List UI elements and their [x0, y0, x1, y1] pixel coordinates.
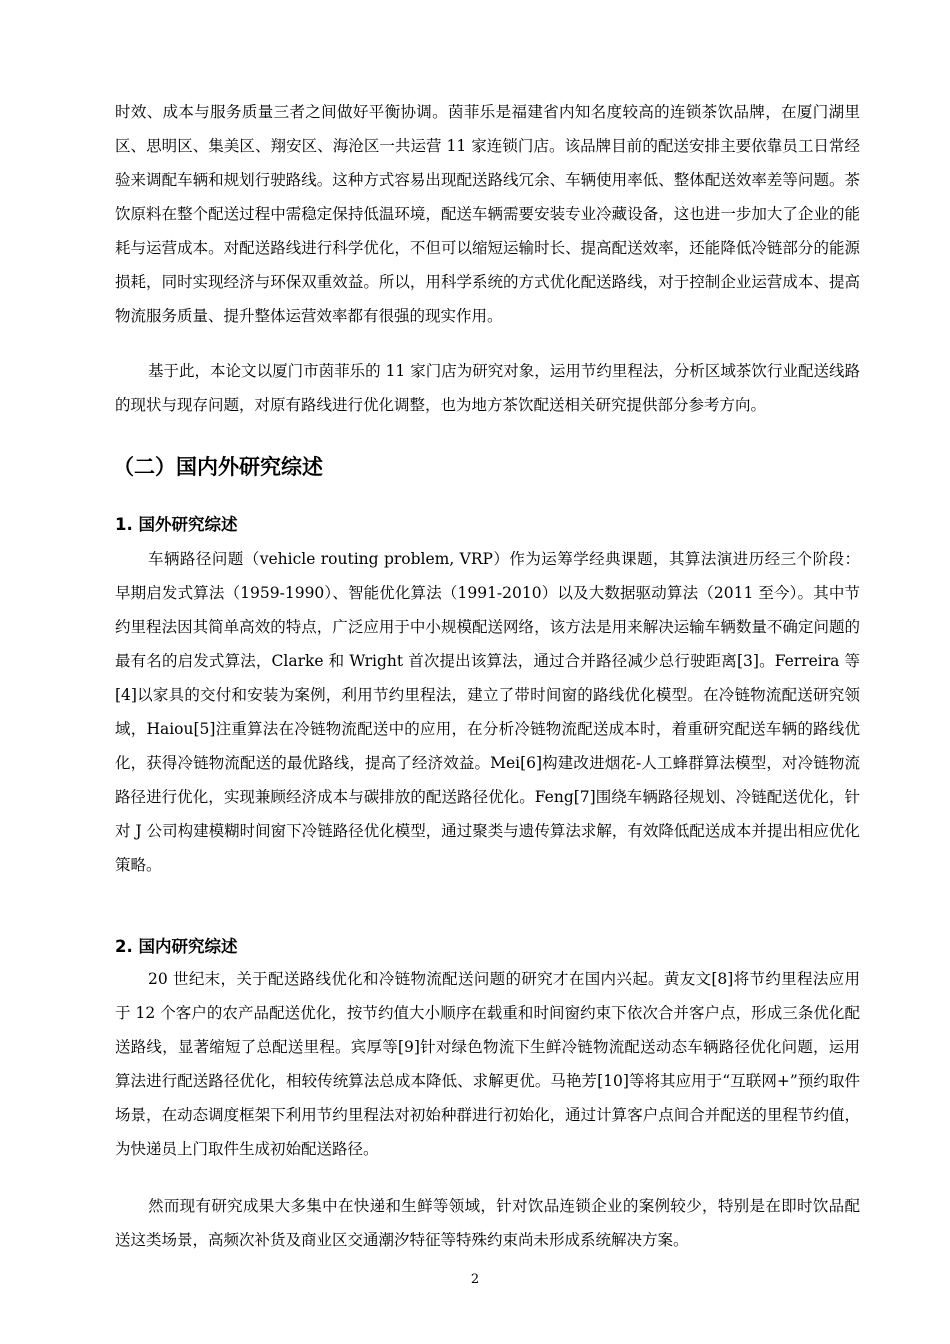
page-number: 2	[470, 1272, 480, 1287]
paragraph-purpose: 基于此，本论文以厦门市茵菲乐的 11 家门店为研究对象，运用节约里程法，分析区域茶饮行业配送线路的现状与现存问题，对原有路线进行优化调整，也为地方茶饮配送相关研究提供部分参考方向。	[115, 362, 860, 414]
paragraph-domestic-review: 20 世纪末，关于配送路线优化和冷链物流配送问题的研究才在国内兴起。黄友文[8]将节约里程法应用于 12 个客户的农产品配送优化，按节约值大小顺序在载重和时间窗约束下依次合并客户点，形成三条优化配送路线，显著缩短了总配送里程。宾厚等[9]针对绿色物流下生鲜冷链物流配送动态车辆路径优化问题，运用算法进行配送路径优化，相较传统算法总成本降低、求解更优。马艳芳[10]等将其应用于“互联网+”预约取件场景，在动态调度框架下利用节约里程法对初始种群进行初始化，通过计算客户点间合并配送的里程节约值，为快递员上门取件生成初始配送路径。	[115, 970, 860, 1158]
subsection-heading-foreign: 1. 国外研究综述	[115, 515, 238, 534]
paragraph-research-gap: 然而现有研究成果大多集中在快递和生鲜等领域，针对饮品连锁企业的案例较少，特别是在即时饮品配送这类场景，高频次补货及商业区交通潮汐特征等特殊约束尚未形成系统解决方案。	[115, 1197, 860, 1249]
section-heading: （二）国内外研究综述	[113, 455, 323, 479]
paragraph-foreign-review: 车辆路径问题（vehicle routing problem, VRP）作为运筹学经典课题，其算法演进历经三个阶段：早期启发式算法（1959-1990）、智能优化算法（1991-2010）以及大数据驱动算法（2011 至今）。其中节约里程法因其简单高效的特点，广泛应用于中小规模配送网络，该方法是用来解决运输车辆数量不确定问题的最有名的启发式算法，Clarke 和 Wright 首次提出该算法，通过合并路径减少总行驶距离[3]。Ferreira 等[4]以家具的交付和安装为案例，利用节约里程法，建立了带时间窗的路线优化模型。在冷链物流配送研究领域，Haiou[5]注重算法在冷链物流配送中的应用，在分析冷链物流配送成本时，着重研究配送车辆的路线优化，获得冷链物流配送的最优路线，提高了经济效益。Mei[6]构建改进烟花-人工蜂群算法模型，对冷链物流路径进行优化，实现兼顾经济成本与碳排放的配送路径优化。Feng[7]围绕车辆路径规划、冷链配送优化，针对 J 公司构建模糊时间窗下冷链路径优化模型，通过聚类与遗传算法求解，有效降低配送成本并提出相应优化策略。	[115, 550, 860, 874]
subsection-heading-domestic: 2. 国内研究综述	[115, 937, 238, 956]
paragraph-background: 时效、成本与服务质量三者之间做好平衡协调。茵菲乐是福建省内知名度较高的连锁茶饮品牌，在厦门湖里区、思明区、集美区、翔安区、海沧区一共运营 11 家连锁门店。该品牌目前的配送安排主要依靠员工日常经验来调配车辆和规划行驶路线。这种方式容易出现配送路线冗余、车辆使用率低、整体配送效率差等问题。茶饮原料在整个配送过程中需稳定保持低温环境，配送车辆需要安装专业冷藏设备，这也进一步加大了企业的能耗与运营成本。对配送路线进行科学优化，不但可以缩短运输时长、提高配送效率，还能降低冷链部分的能源损耗，同时实现经济与环保双重效益。所以，用科学系统的方式优化配送路线，对于控制企业运营成本、提高物流服务质量、提升整体运营效率都有很强的现实作用。	[115, 103, 860, 325]
